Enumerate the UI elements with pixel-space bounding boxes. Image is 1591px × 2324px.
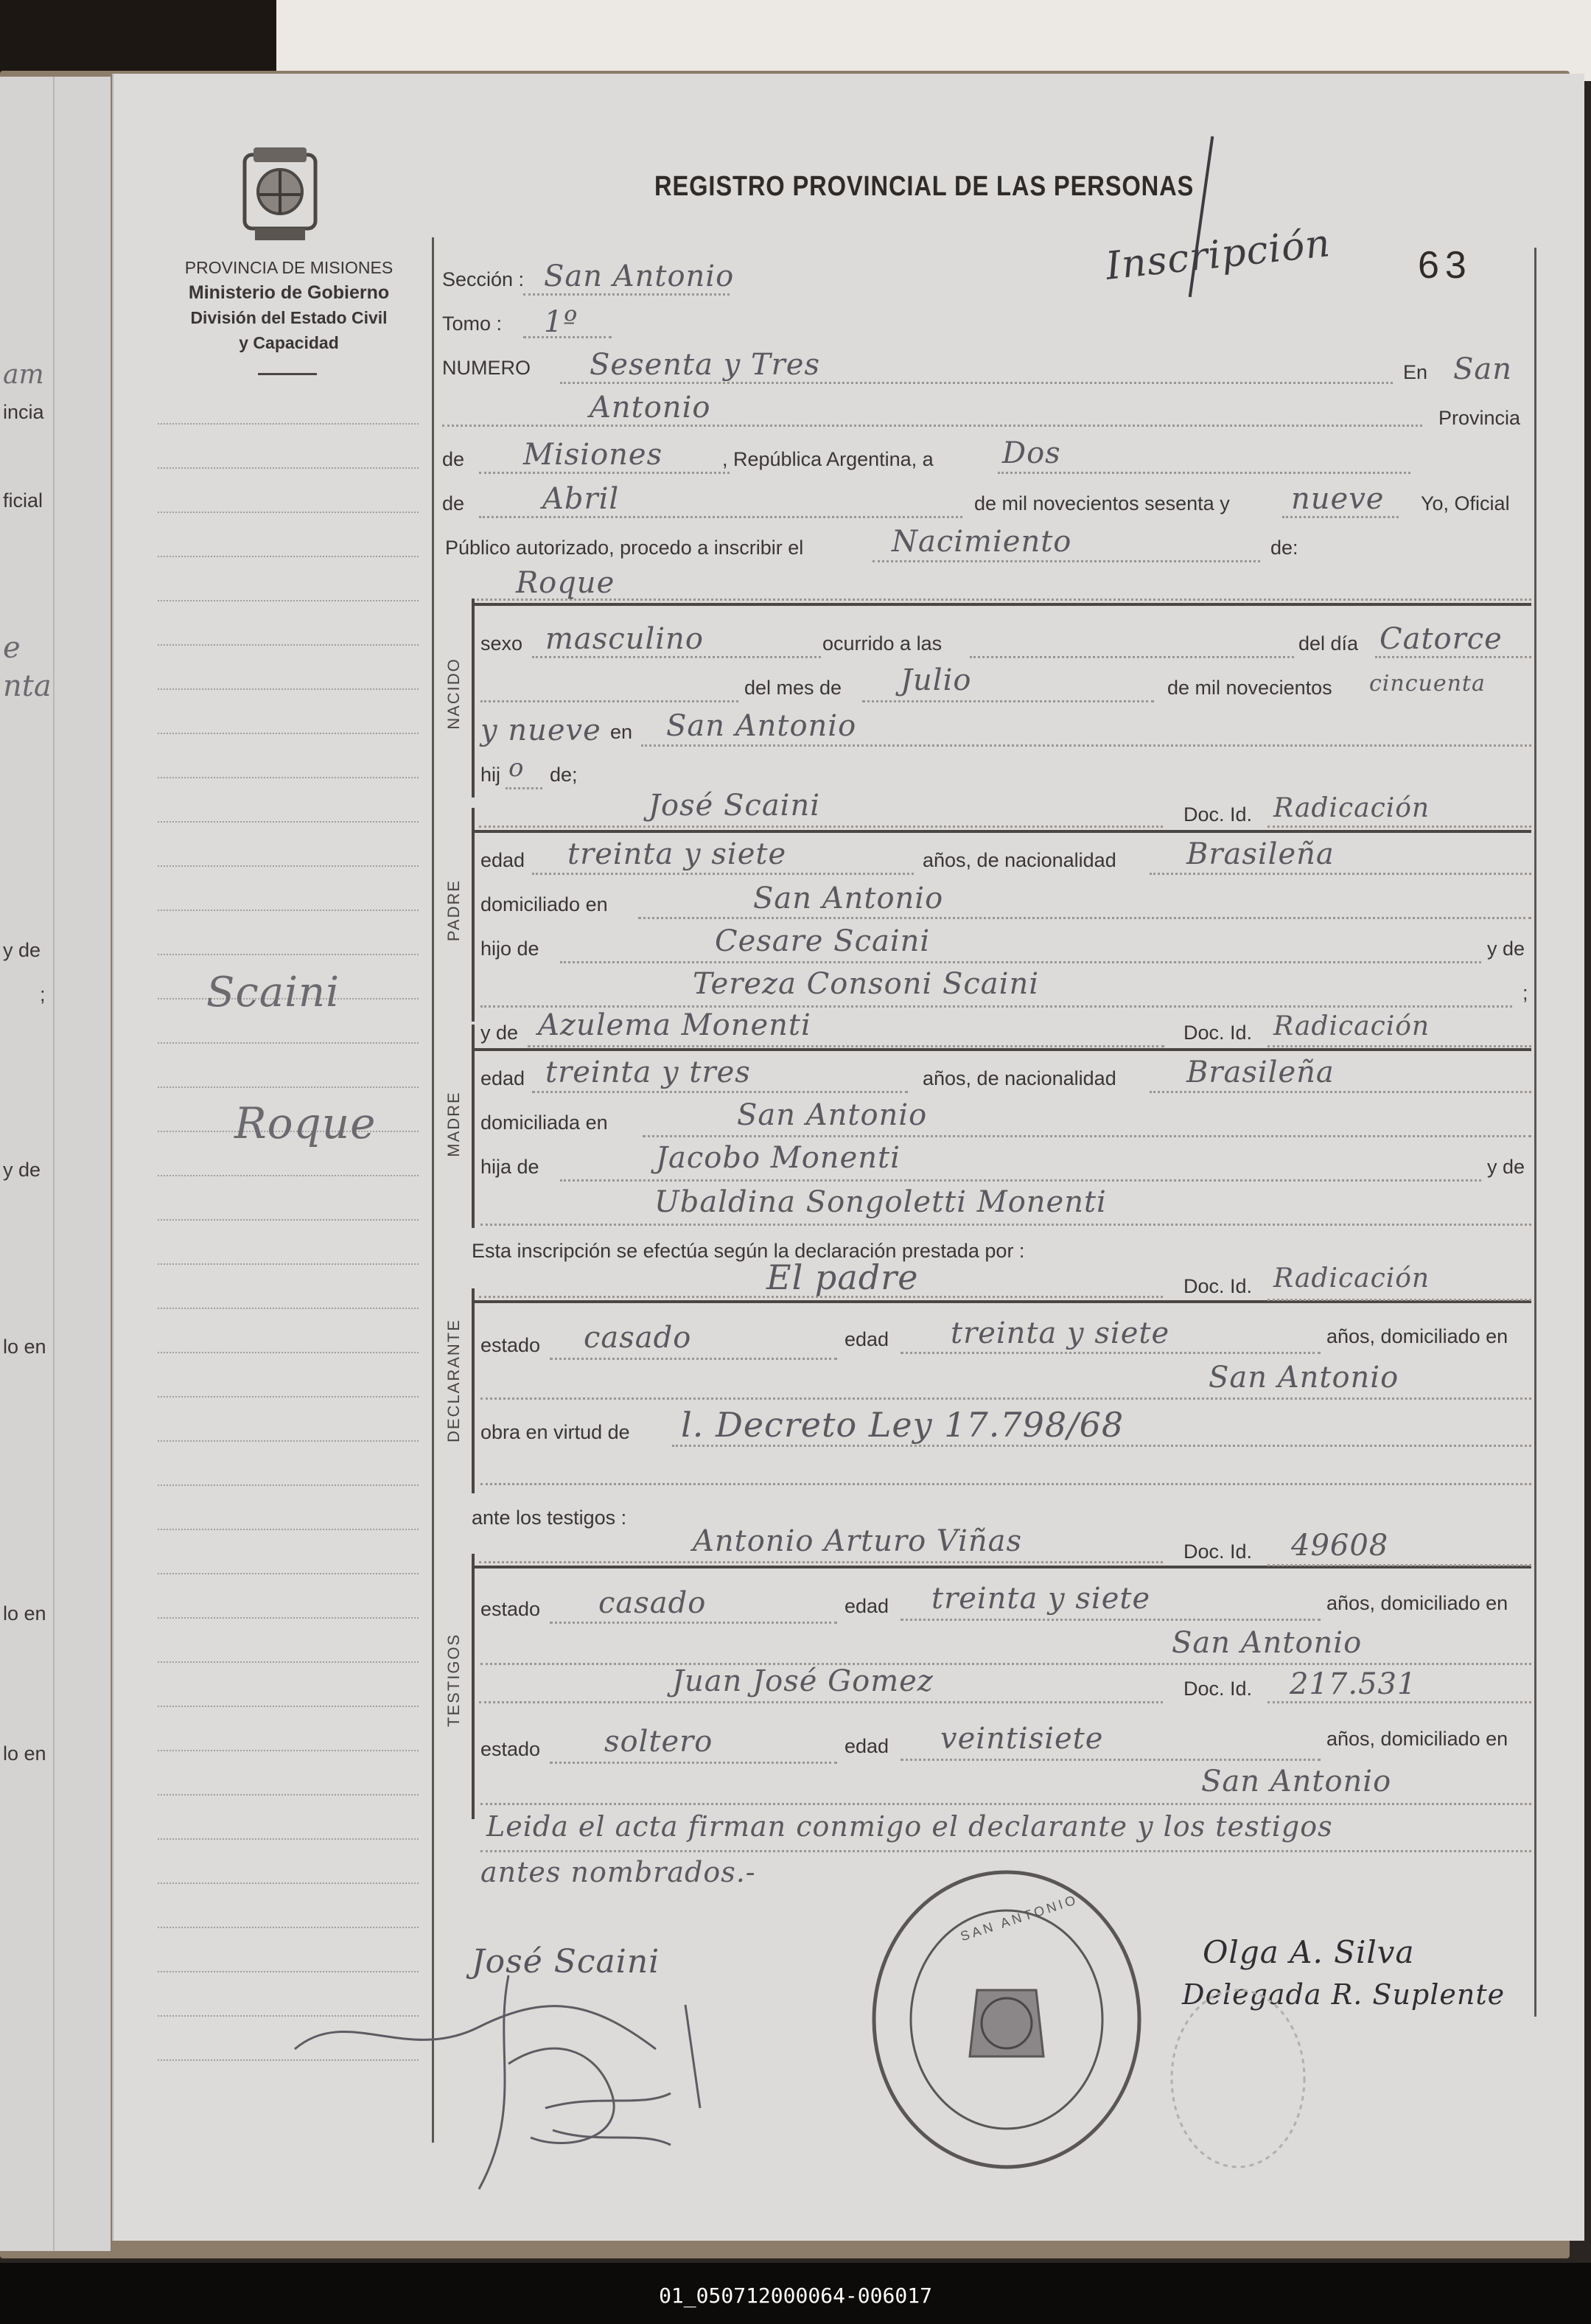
madre-nac-value: Brasileña — [1186, 1055, 1335, 1089]
declarante-estado-dots — [550, 1358, 837, 1360]
t1-edad-value: treinta y siete — [931, 1582, 1151, 1616]
madre-doc-label: Doc. Id. — [1183, 1022, 1253, 1044]
oficial-label: Yo, Oficial — [1421, 492, 1510, 514]
madre-madre-value: Ubaldina Songoletti Monenti — [654, 1185, 1107, 1219]
margin-ruled-line — [158, 1352, 419, 1353]
madre-nombre-dots — [528, 1045, 1164, 1047]
official-title-signature: Delegada R. Suplente — [1182, 1978, 1506, 2011]
org-underline — [258, 373, 317, 375]
t2-estado-dots — [550, 1762, 837, 1764]
dia-dots — [998, 472, 1410, 474]
margin-ruled-line — [158, 600, 419, 601]
margin-ruled-line — [158, 467, 419, 469]
obra-label: obra en virtud de — [480, 1421, 630, 1443]
margin-ruled-line — [158, 821, 419, 823]
left-page-spine-line — [53, 77, 55, 2251]
declarante-nombre-value: El padre — [766, 1257, 919, 1297]
declarante-edad-dots — [901, 1352, 1321, 1354]
mes-nac-dots — [862, 700, 1154, 702]
t1-nombre-value: Antonio Arturo Viñas — [693, 1524, 1023, 1558]
dia-nac-dots — [1375, 656, 1531, 658]
anio-nac-value: cincuenta — [1369, 671, 1486, 697]
hij-de-label: de; — [550, 764, 578, 786]
tomo-value: 1º — [544, 305, 578, 339]
acto-dots — [873, 560, 1260, 562]
margin-ruled-line — [158, 1263, 419, 1265]
madre-nac-dots — [1150, 1091, 1531, 1093]
faint-seal-icon — [1164, 1983, 1312, 2174]
madre-nac-label: años, de nacionalidad — [923, 1067, 1116, 1089]
official-name-signature: Olga A. Silva — [1203, 1934, 1415, 1970]
org-line-division: División del Estado Civil — [190, 308, 388, 327]
t2-doc-label: Doc. Id. — [1183, 1678, 1253, 1700]
nacido-bracket — [472, 599, 475, 798]
margin-ruled-line — [158, 1484, 419, 1486]
obra-dots-2 — [480, 1483, 1531, 1485]
padre-padre-dots — [560, 961, 1481, 963]
margin-ruled-line — [158, 1706, 419, 1707]
acto-value: Nacimiento — [892, 525, 1072, 559]
declarante-edad-label: edad — [845, 1328, 889, 1350]
nombre-dots — [472, 599, 1531, 601]
en-nac-label: en — [610, 721, 633, 743]
margin-ruled-line — [158, 688, 419, 690]
padre-dom-label: domiciliado en — [480, 893, 608, 915]
declarante-estado-value: casado — [584, 1321, 692, 1355]
testigos-label: ante los testigos : — [472, 1507, 627, 1529]
en-label: En — [1403, 361, 1428, 383]
closing-line-1: Leida el acta firman conmigo el declarante y los testigos — [486, 1810, 1333, 1843]
declarante-dom-value: San Antonio — [1209, 1361, 1399, 1395]
numero-dots — [560, 382, 1393, 384]
declarante-doc-value: Radicación — [1273, 1263, 1430, 1294]
hora-dots — [970, 656, 1294, 658]
madre-padre-dots — [560, 1179, 1481, 1182]
margin-ruled-line — [158, 910, 419, 911]
hij-value: o — [508, 753, 525, 783]
closing-line-2: antes nombrados.- — [480, 1856, 756, 1888]
t2-edad-value: veintisiete — [940, 1722, 1104, 1756]
org-line-province: PROVINCIA DE MISIONES — [184, 258, 394, 277]
padre-nac-dots — [1150, 873, 1531, 875]
margin-ruled-line — [158, 1219, 419, 1221]
page-right-rule — [1534, 248, 1536, 2017]
image-id-footer: 01_050712000064-006017 — [659, 2283, 932, 2308]
left-fragment-9: lo en — [3, 1336, 46, 1358]
margin-ruled-line — [158, 777, 419, 778]
obra-value: l. Decreto Ley 17.798/68 — [681, 1405, 1125, 1445]
t1-doc-label: Doc. Id. — [1183, 1540, 1253, 1563]
t2-dom-value: San Antonio — [1201, 1765, 1392, 1798]
mes-value: Abril — [542, 482, 620, 516]
padre-edad-dots — [532, 873, 914, 875]
seccion-label: Sección : — [442, 268, 525, 290]
left-fragment-11: lo en — [3, 1742, 46, 1765]
top-background — [0, 0, 1591, 81]
padre-madre-value: Tereza Consoni Scaini — [693, 967, 1040, 1001]
org-header — [171, 255, 407, 355]
t1-estado-label: estado — [480, 1598, 541, 1620]
left-fragment-1: am — [3, 360, 44, 390]
padre-nombre-dots — [479, 826, 1163, 828]
sexo-label: sexo — [480, 632, 523, 655]
margin-ruled-line — [158, 1396, 419, 1397]
t1-estado-value: casado — [598, 1586, 707, 1620]
t2-nombre-value: Juan José Gomez — [672, 1664, 934, 1698]
sexo-dots — [532, 656, 821, 658]
margin-ruled-line — [158, 1882, 419, 1884]
margin-ruled-line — [158, 1440, 419, 1442]
provincia-value: Misiones — [523, 438, 663, 472]
madre-dom-value: San Antonio — [737, 1098, 928, 1132]
padre-edad-value: treinta y siete — [567, 837, 787, 871]
padre-hijo-de-label: hijo de — [480, 938, 539, 960]
madre-dom-dots — [643, 1135, 1531, 1137]
t2-edad-dots — [901, 1759, 1321, 1761]
margin-ruled-line — [158, 644, 419, 646]
obra-dots — [672, 1445, 1531, 1447]
padre-padre-value: Cesare Scaini — [715, 924, 931, 958]
signature-scribbles-icon — [287, 1961, 744, 2196]
nacido-section-label: NACIDO — [444, 657, 463, 730]
closing-dots-1 — [480, 1850, 1531, 1852]
org-line-ministry: Ministerio de Gobierno — [188, 282, 390, 303]
margin-ruled-line — [158, 1086, 419, 1088]
madre-bracket — [472, 1025, 475, 1228]
padre-nac-value: Brasileña — [1186, 837, 1335, 871]
t1-dom-dots — [480, 1663, 1531, 1665]
margin-ruled-line — [158, 1838, 419, 1840]
declarante-doc-label: Doc. Id. — [1183, 1275, 1253, 1297]
t1-nombre-dots — [479, 1561, 1163, 1563]
madre-dom-label: domiciliada en — [480, 1112, 608, 1134]
nacido-top-rule — [472, 603, 1531, 606]
t1-doc-dots — [1267, 1564, 1531, 1566]
margin-ruled-line — [158, 1617, 419, 1619]
testigos-section-label: TESTIGOS — [444, 1633, 463, 1727]
madre-y-de-label: y de — [480, 1022, 519, 1044]
dia-value: Dos — [1002, 436, 1061, 470]
padre-y-de-label: y de — [1487, 938, 1525, 960]
margin-ruled-line — [158, 556, 419, 557]
pre-mes-dots — [480, 700, 738, 702]
lugar-value: San Antonio — [666, 709, 857, 743]
inscription-handwriting: Inscripción — [1103, 221, 1333, 289]
t1-doc-value: 49608 — [1291, 1529, 1389, 1563]
madre-edad-dots — [532, 1091, 908, 1093]
padre-dom-value: San Antonio — [753, 882, 944, 915]
margin-ruled-line — [158, 1175, 419, 1176]
anio-value: nueve — [1291, 482, 1385, 516]
provincia-dots — [479, 472, 730, 474]
mil-nov-nac-label: de mil novecientos — [1167, 677, 1332, 699]
margin-ruled-line — [158, 1042, 419, 1044]
registry-title: REGISTRO PROVINCIAL DE LAS PERSONAS — [654, 171, 1195, 202]
padre-nombre-value: José Scaini — [648, 789, 821, 823]
padre-bracket — [472, 808, 475, 1022]
margin-ruled-line — [158, 1794, 419, 1796]
dia-nac-value: Catorce — [1380, 622, 1503, 656]
margin-ruled-line — [158, 512, 419, 513]
en-value: San — [1453, 352, 1513, 386]
localidad-dots — [442, 425, 1422, 427]
padre-edad-label: edad — [480, 849, 525, 871]
t2-doc-dots — [1267, 1701, 1531, 1703]
de-label-2: de — [442, 492, 465, 514]
padre-madre-dots — [480, 1005, 1512, 1008]
numero-value: Sesenta y Tres — [590, 348, 820, 382]
margin-ruled-line — [158, 1750, 419, 1751]
t1-domiciliado-label: años, domiciliado en — [1326, 1592, 1508, 1614]
margin-note-name: Roque — [234, 1098, 377, 1148]
declarante-doc-dots — [1267, 1299, 1531, 1301]
padre-dom-dots — [638, 917, 1531, 919]
padre-nac-label: años, de nacionalidad — [923, 849, 1116, 871]
sexo-value: masculino — [545, 622, 704, 656]
numero-label: NUMERO — [442, 357, 531, 379]
t2-nombre-dots — [479, 1701, 1163, 1703]
left-fragment-2: incia — [3, 401, 44, 423]
madre-madre-dots — [480, 1224, 1531, 1226]
t2-doc-value: 217.531 — [1290, 1667, 1417, 1701]
publico-label: Público autorizado, procedo a inscribir el — [445, 537, 804, 559]
ocurrido-label: ocurrido a las — [822, 632, 943, 655]
declarante-domiciliado-label: años, domiciliado en — [1326, 1325, 1508, 1347]
republica-label: , República Argentina, a — [722, 448, 934, 470]
del-mes-label: del mes de — [744, 677, 842, 699]
left-fragment-10: lo en — [3, 1602, 46, 1625]
seccion-dots — [523, 293, 730, 296]
t1-estado-dots — [550, 1622, 837, 1624]
t2-estado-value: soltero — [604, 1725, 713, 1759]
declarante-bracket — [472, 1288, 475, 1493]
margin-ruled-line — [158, 1573, 419, 1574]
padre-doc-label: Doc. Id. — [1183, 803, 1253, 826]
t1-edad-dots — [901, 1619, 1321, 1621]
madre-padre-value: Jacobo Monenti — [656, 1141, 901, 1175]
top-dark-edge — [0, 0, 276, 81]
left-fragment-3: ficial — [3, 489, 43, 512]
t2-estado-label: estado — [480, 1738, 541, 1760]
record-number: 63 — [1418, 244, 1472, 287]
org-line-capacity: y Capacidad — [239, 333, 339, 352]
declarante-estado-label: estado — [480, 1334, 541, 1356]
lugar-dots — [641, 744, 1531, 747]
t2-edad-label: edad — [845, 1735, 889, 1757]
official-seal-icon — [867, 1865, 1147, 2174]
mes-nac-value: Julio — [901, 663, 972, 697]
madre-section-label: MADRE — [444, 1091, 463, 1157]
left-fragment-7: ; — [40, 983, 46, 1005]
provincia-label: Provincia — [1438, 407, 1521, 429]
mil-novecientos-label: de mil novecientos sesenta y — [974, 492, 1230, 514]
declarante-section-label: DECLARANTE — [444, 1319, 463, 1442]
margin-ruled-line — [158, 423, 419, 425]
margin-ruled-line — [158, 1529, 419, 1530]
testigos-bracket — [472, 1554, 475, 1819]
margin-ruled-line — [158, 1308, 419, 1309]
padre-top-rule — [472, 830, 1531, 833]
t2-dom-dots — [480, 1803, 1531, 1805]
declarante-edad-value: treinta y siete — [951, 1316, 1170, 1350]
tomo-label: Tomo : — [442, 313, 503, 335]
margin-ruled-line — [158, 865, 419, 867]
madre-edad-label: edad — [480, 1067, 525, 1089]
left-fragment-6: y de — [3, 939, 41, 961]
left-fragment-4: e — [3, 631, 21, 665]
anio-dots — [1282, 516, 1399, 518]
hij-dots — [506, 787, 542, 789]
seal-text: SAN ANTONIO — [958, 1891, 1080, 1944]
madre-doc-dots — [1267, 1045, 1531, 1047]
declaracion-label: Esta inscripción se efectúa según la declaración prestada por : — [472, 1240, 1025, 1262]
t2-domiciliado-label: años, domiciliado en — [1326, 1728, 1508, 1750]
en-value-cont: Antonio — [590, 391, 711, 425]
padre-semicolon: ; — [1522, 982, 1528, 1004]
madre-nombre-value: Azulema Monenti — [538, 1008, 811, 1042]
madre-top-rule — [472, 1048, 1531, 1051]
madre-hija-de-label: hija de — [480, 1156, 539, 1178]
t1-edad-label: edad — [845, 1595, 889, 1617]
madre-edad-value: treinta y tres — [545, 1055, 751, 1089]
madre-doc-value: Radicación — [1273, 1011, 1430, 1041]
de-label-1: de — [442, 448, 465, 470]
seccion-value: San Antonio — [544, 259, 735, 293]
declarante-dom-dots — [480, 1397, 1531, 1400]
t1-dom-value: San Antonio — [1172, 1626, 1363, 1660]
page-gutter — [112, 74, 113, 2241]
signature-declarante: José Scaini — [472, 1943, 660, 1981]
nombre-value: Roque — [516, 566, 615, 600]
padre-section-label: PADRE — [444, 879, 463, 942]
anio-nac-value-cont: y nueve — [480, 713, 601, 747]
margin-note-surname: Scaini — [206, 969, 340, 1016]
hij-label: hij — [480, 764, 501, 786]
de-colon-label: de: — [1270, 537, 1298, 559]
padre-doc-value: Radicación — [1273, 793, 1430, 823]
del-dia-label: del día — [1298, 632, 1359, 655]
mes-dots — [479, 516, 962, 518]
margin-ruled-line — [158, 954, 419, 955]
left-fragment-8: y de — [3, 1159, 41, 1181]
margin-ruled-line — [158, 1927, 419, 1928]
page-vertical-rule — [432, 237, 434, 2143]
margin-ruled-line — [158, 1661, 419, 1663]
margin-ruled-line — [158, 733, 419, 734]
padre-doc-dots — [1267, 826, 1531, 828]
madre-y-de-label-2: y de — [1487, 1156, 1525, 1178]
coat-of-arms-icon — [234, 142, 326, 245]
left-fragment-5: nta — [3, 669, 52, 703]
